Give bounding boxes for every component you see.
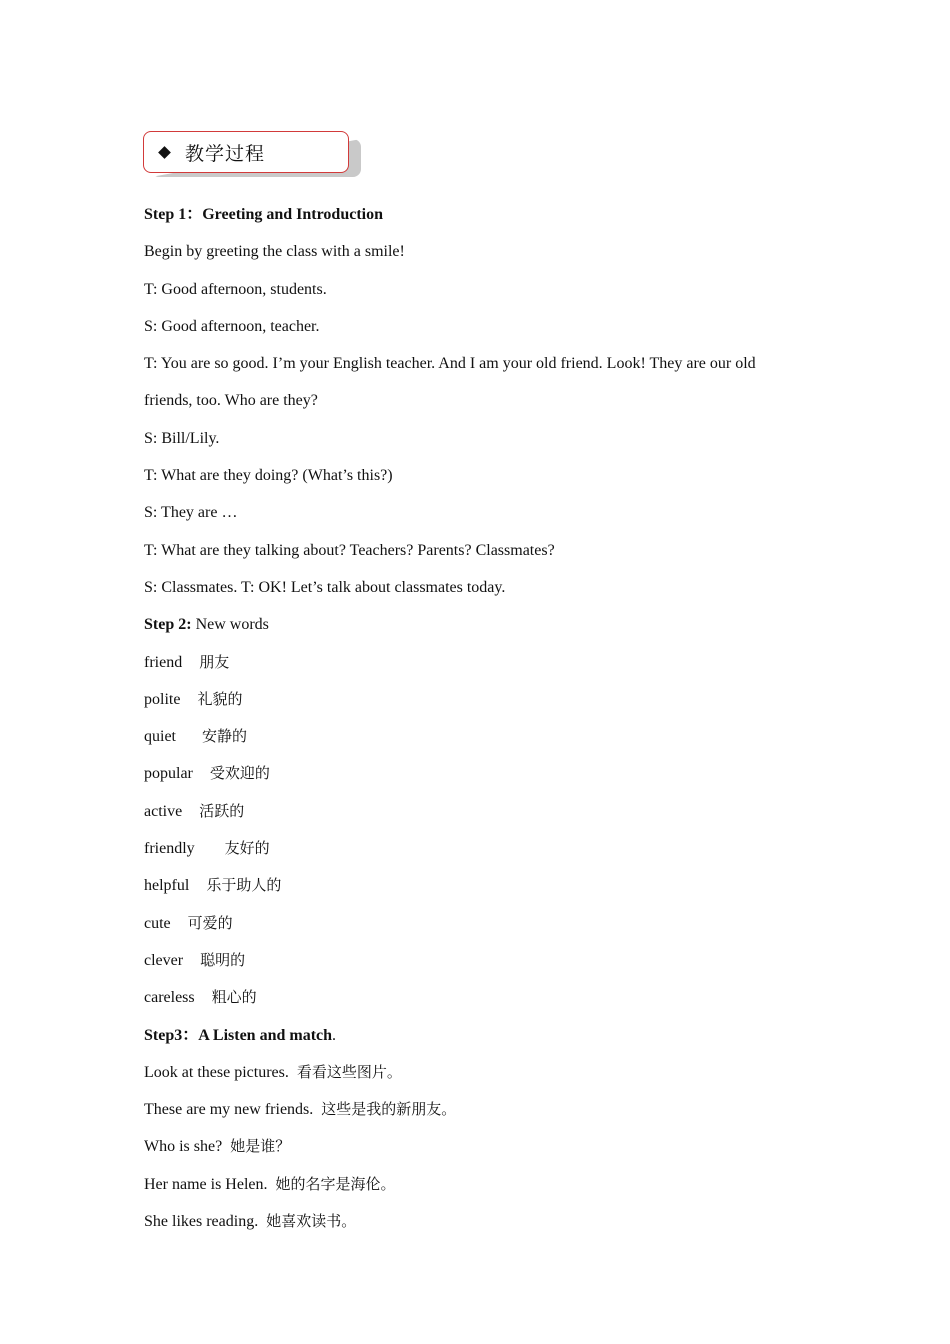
vocab-english: clever <box>144 951 184 969</box>
sentence-chinese: 这些是我的新朋友。 <box>321 1100 457 1119</box>
step1-line: friends, too. Who are they? <box>144 392 318 410</box>
vocab-item <box>144 755 804 792</box>
sentence-pair <box>144 1128 804 1165</box>
step3-title-rest: . <box>332 1026 337 1044</box>
vocab-english: quiet <box>144 728 176 746</box>
vocab-english: careless <box>144 989 195 1007</box>
vocab-item <box>144 718 804 755</box>
vocab-item <box>144 681 804 718</box>
sentence-english: She likes reading. <box>144 1213 259 1231</box>
vocab-english: helpful <box>144 877 190 895</box>
lesson-content <box>144 196 804 1240</box>
vocab-chinese: 可爱的 <box>187 913 233 932</box>
step1-line: S: They are … <box>144 504 238 522</box>
vocab-item <box>144 905 804 942</box>
vocab-english: cute <box>144 914 171 932</box>
vocab-english: polite <box>144 690 181 708</box>
sentence-english: These are my new friends. <box>144 1101 314 1119</box>
vocab-chinese: 乐于助人的 <box>206 876 282 895</box>
sentence-pair <box>144 1203 804 1240</box>
section-heading-box <box>143 131 367 181</box>
sentence-pair <box>144 1054 804 1091</box>
vocab-chinese: 友好的 <box>224 839 270 858</box>
step1-line: S: Classmates. T: OK! Let’s talk about classmates today. <box>144 578 506 596</box>
vocab-item <box>144 867 804 904</box>
step1-title: Step 1：Greeting and Introduction <box>144 206 383 223</box>
section-heading-frame <box>143 131 349 173</box>
step1-line: T: What are they talking about? Teachers? Parents? Classmates? <box>144 541 555 559</box>
step2-title-bold: Step 2: <box>144 616 192 634</box>
sentence-pair <box>144 1166 804 1203</box>
step3-title <box>144 1017 804 1054</box>
vocab-english: friend <box>144 653 183 671</box>
vocab-item <box>144 830 804 867</box>
sentence-english: Who is she? <box>144 1138 223 1156</box>
vocab-chinese: 活跃的 <box>199 801 245 820</box>
vocab-item <box>144 942 804 979</box>
step1-line: Begin by greeting the class with a smile! <box>144 243 405 261</box>
step3-title-bold: Step3：A Listen and match <box>144 1026 333 1044</box>
step1-line: T: What are they doing? (What’s this?) <box>144 467 393 485</box>
sentence-english: Her name is Helen. <box>144 1175 268 1193</box>
vocab-english: popular <box>144 765 193 783</box>
vocab-chinese: 安静的 <box>202 727 248 746</box>
vocab-chinese: 朋友 <box>199 652 230 671</box>
step2-title <box>144 606 804 643</box>
sentence-english: Look at these pictures. <box>144 1063 289 1081</box>
vocab-item <box>144 644 804 681</box>
section-heading-text: 教学过程 <box>185 142 266 165</box>
vocab-english: active <box>144 802 183 820</box>
sentence-chinese: 她喜欢读书。 <box>266 1212 357 1231</box>
vocab-chinese: 受欢迎的 <box>209 764 270 783</box>
step1-line: T: You are so good. I’m your English teacher. And I am your old friend. Look! They are our old <box>144 355 756 373</box>
step1-line: S: Good afternoon, teacher. <box>144 317 320 335</box>
step1-line: T: Good afternoon, students. <box>144 280 327 298</box>
sentence-chinese: 她是谁？ <box>230 1137 291 1156</box>
vocab-chinese: 聪明的 <box>200 950 246 969</box>
vocab-chinese: 礼貌的 <box>197 689 243 708</box>
vocab-item <box>144 793 804 830</box>
step1-line: S: Bill/Lily. <box>144 429 220 447</box>
diamond-bullet-icon <box>158 146 171 159</box>
step2-title-rest: New words <box>191 616 269 634</box>
vocab-chinese: 粗心的 <box>211 988 257 1007</box>
vocab-english: friendly <box>144 840 195 858</box>
sentence-pair <box>144 1091 804 1128</box>
vocab-item <box>144 979 804 1016</box>
sentence-chinese: 看看这些图片。 <box>296 1062 402 1081</box>
sentence-chinese: 她的名字是海伦。 <box>275 1174 396 1193</box>
